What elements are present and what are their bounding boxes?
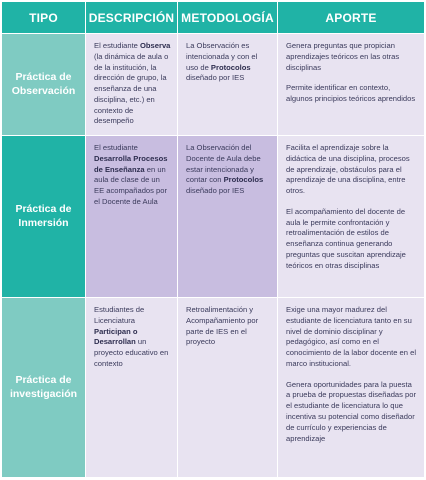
descripcion-inmersion <box>86 136 178 298</box>
aporte-investigacion <box>278 298 424 478</box>
emphasis-text: Protocolos <box>223 175 264 185</box>
header-tipo: TIPO <box>2 2 86 34</box>
cell-text: diseñado por IES <box>186 186 245 196</box>
descripcion-investigacion <box>86 298 178 478</box>
aporte-paragraph: Genera preguntas que propician aprendizajes teóricos en las otras disciplinas <box>286 41 400 72</box>
cell-text: Estudiantes de Licenciatura <box>94 305 145 325</box>
aporte-observacion <box>278 34 424 136</box>
emphasis-text: Desarrolla Procesos de Enseñanza <box>94 153 168 174</box>
cell-text: El estudiante <box>94 41 141 50</box>
header-metodologia: METODOLOGÍA <box>178 2 278 34</box>
aporte-paragraph: Permite identificar en contexto, algunos principios teóricos aprendidos <box>286 83 416 104</box>
cell-text: Retroalimentación y Acompañamiento por parte de IES en el proyecto <box>186 305 259 347</box>
header-descripcion: DESCRIPCIÓN <box>86 2 178 34</box>
header-aporte: APORTE <box>278 2 424 34</box>
cell-text: diseñado por IES <box>186 73 245 83</box>
aporte-paragraph: Facilita el aprendizaje sobre la didáctica de una disciplina, procesos de aprendizaje, obstáculos para el aprendizaje de una disciplina, entre otros. <box>286 143 410 196</box>
tipo-investigacion: Práctica de investigación <box>2 298 86 478</box>
cell-text: un proyecto educativo en contexto <box>94 337 169 368</box>
practices-table <box>2 2 424 478</box>
aporte-paragraph: Exige una mayor madurez del estudiante de licenciatura tanto en su nivel de dominio disciplinar y pedagógico, así como en el conocimiento de la labor docente en el marco institucional. <box>286 305 417 368</box>
descripcion-observacion <box>86 34 178 136</box>
metodologia-observacion <box>178 34 278 136</box>
cell-text: La Observación del Docente de Aula debe estar intencionada y contar con <box>186 143 261 185</box>
aporte-paragraph: El acompañamiento del docente de aula le permite confrontación y retroalimentación de estilos de enseñanza continua generando preguntas que suscitan aprendizaje teóricos en otras disciplinas <box>286 206 406 270</box>
cell-text: La Observación es intencionada y con el uso de <box>186 41 258 72</box>
cell-text: El estudiante <box>94 143 138 152</box>
cell-text: en un aula de clase de un EE acompañados por el Docente de Aula <box>94 164 168 206</box>
metodologia-investigacion <box>178 298 278 478</box>
emphasis-text: Observa <box>140 41 171 50</box>
emphasis-text: Protocolos <box>210 62 251 72</box>
aporte-inmersion <box>278 136 424 298</box>
emphasis-text: Participan o Desarrollan <box>94 326 138 347</box>
metodologia-inmersion <box>178 136 278 298</box>
tipo-inmersion: Práctica de Inmersión <box>2 136 86 298</box>
aporte-paragraph: Genera oportunidades para la puesta a prueba de propuestas diseñadas por el estudiante de licenciatura lo que incentiva su potencial como diseñador de currículo y experiencias de aprendizaje <box>286 379 417 443</box>
tipo-observacion: Práctica de Observación <box>2 34 86 136</box>
cell-text: (la dinámica de aula o de la institución, la dirección de grupo, la enseñanza de una disciplina, etc.) en contexto de desempeño <box>94 51 169 126</box>
